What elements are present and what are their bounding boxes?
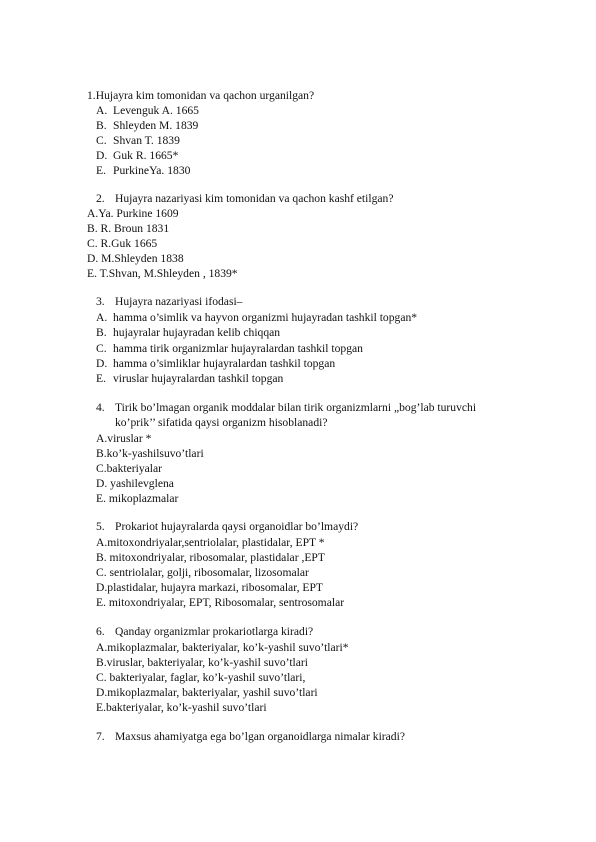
q6-option-e: E.bakteriyalar, ko’k-yashil suvo’tlari <box>96 701 267 714</box>
option-text: hamma o’simlik va hayvon organizmi hujayradan tashkil topgan* <box>113 311 418 324</box>
q1-option-c <box>96 134 180 148</box>
q3-option-e <box>96 372 283 386</box>
question-number: 3. <box>96 295 105 308</box>
question-text-line-1: Tirik bo’lmagan organik moddalar bilan tirik organizmlarni „bog’lab turuvchi <box>115 401 477 414</box>
q6-option-d: D.mikoplazmalar, bakteriyalar, yashil suvo’tlari <box>96 686 318 699</box>
q2-option-e: E. T.Shvan, M.Shleyden , 1839* <box>87 267 238 280</box>
question-number: 4. <box>96 401 105 414</box>
option-label: D. <box>96 149 108 162</box>
question-4 <box>96 401 476 415</box>
option-label: B. <box>96 326 107 339</box>
q2-option-c: C. R.Guk 1665 <box>87 237 158 250</box>
question-4-continuation: ko’prik’’ sifatida qaysi organizm hisoblanadi? <box>115 416 328 429</box>
q6-option-b: B.viruslar, bakteriyalar, ko’k-yashil suvo’tlari <box>96 656 308 669</box>
q4-option-e: E. mikoplazmalar <box>96 492 179 505</box>
q6-option-c: C. bakteriyalar, faglar, ko’k-yashil suvo’tlari, <box>96 671 306 684</box>
q3-option-a <box>96 311 417 325</box>
q1-option-b <box>96 119 198 133</box>
q2-option-a: A.Ya. Purkine 1609 <box>87 207 179 220</box>
question-6 <box>96 625 313 639</box>
q5-option-c: C. sentriolalar, golji, ribosomalar, lizosomalar <box>96 566 309 579</box>
q3-option-b <box>96 326 280 340</box>
option-text: hamma tirik organizmlar hujayralardan tashkil topgan <box>113 342 363 355</box>
option-label: D. <box>96 357 108 370</box>
option-label: C. <box>96 342 107 355</box>
option-text: viruslar hujayralardan tashkil topgan <box>113 372 284 385</box>
option-text: hamma o’simliklar hujayralardan tashkil topgan <box>113 357 336 370</box>
q5-option-e: E. mitoxondriyalar, EPT, Ribosomalar, sentrosomalar <box>96 596 345 609</box>
option-label: A. <box>96 311 108 324</box>
question-text: Qanday organizmlar prokariotlarga kiradi? <box>115 625 314 638</box>
question-number: 5. <box>96 520 105 533</box>
q4-option-d: D. yashilevglena <box>96 477 174 490</box>
question-5 <box>96 520 358 534</box>
question-text: Hujayra nazariyasi ifodasi– <box>115 295 243 308</box>
q6-option-a: A.mikoplazmalar, bakteriyalar, ko’k-yashil suvo’tlari* <box>96 641 349 654</box>
question-text: Maxsus ahamiyatga ega bo’lgan organoidlarga nimalar kiradi? <box>115 730 405 743</box>
q4-option-b: B.ko’k-yashilsuvo’tlari <box>96 447 204 460</box>
question-text: Prokariot hujayralarda qaysi organoidlar bo’lmaydi? <box>115 520 359 533</box>
q3-option-d <box>96 357 335 371</box>
q3-option-c <box>96 342 363 356</box>
q4-option-a: A.viruslar * <box>96 432 152 445</box>
question-text: Hujayra nazariyasi kim tomonidan va qachon kashf etilgan? <box>115 192 394 205</box>
option-text: PurkineYa. 1830 <box>113 164 191 177</box>
question-number: 6. <box>96 625 105 638</box>
question-7 <box>96 730 405 744</box>
q1-option-d <box>96 149 178 163</box>
question-number: 2. <box>96 192 105 205</box>
option-text: Shleyden M. 1839 <box>113 119 199 132</box>
q5-option-b: B. mitoxondriyalar, ribosomalar, plastidalar ,EPT <box>96 551 325 564</box>
q4-option-c: C.bakteriyalar <box>96 462 162 475</box>
q5-option-d: D.plastidalar, hujayra markazi, ribosomalar, EPT <box>96 581 324 594</box>
option-text: hujayralar hujayradan kelib chiqqan <box>113 326 281 339</box>
option-text: Guk R. 1665* <box>113 149 179 162</box>
q1-option-e <box>96 164 190 178</box>
question-number: 7. <box>96 730 105 743</box>
q2-option-b: B. R. Broun 1831 <box>87 222 170 235</box>
q2-option-d: D. M.Shleyden 1838 <box>87 252 184 265</box>
option-label: A. <box>96 104 108 117</box>
option-text: Shvan T. 1839 <box>113 134 180 147</box>
option-text: Levenguk A. 1665 <box>113 104 199 117</box>
question-2 <box>96 192 393 206</box>
q1-option-a <box>96 104 199 118</box>
q5-option-a: A.mitoxondriyalar,sentriolalar, plastidalar, EPT * <box>96 536 325 549</box>
option-label: C. <box>96 134 107 147</box>
option-label: B. <box>96 119 107 132</box>
option-label: E. <box>96 164 106 177</box>
option-label: E. <box>96 372 106 385</box>
question-1: 1.Hujayra kim tomonidan va qachon urganilgan? <box>87 89 315 102</box>
question-3 <box>96 295 242 309</box>
